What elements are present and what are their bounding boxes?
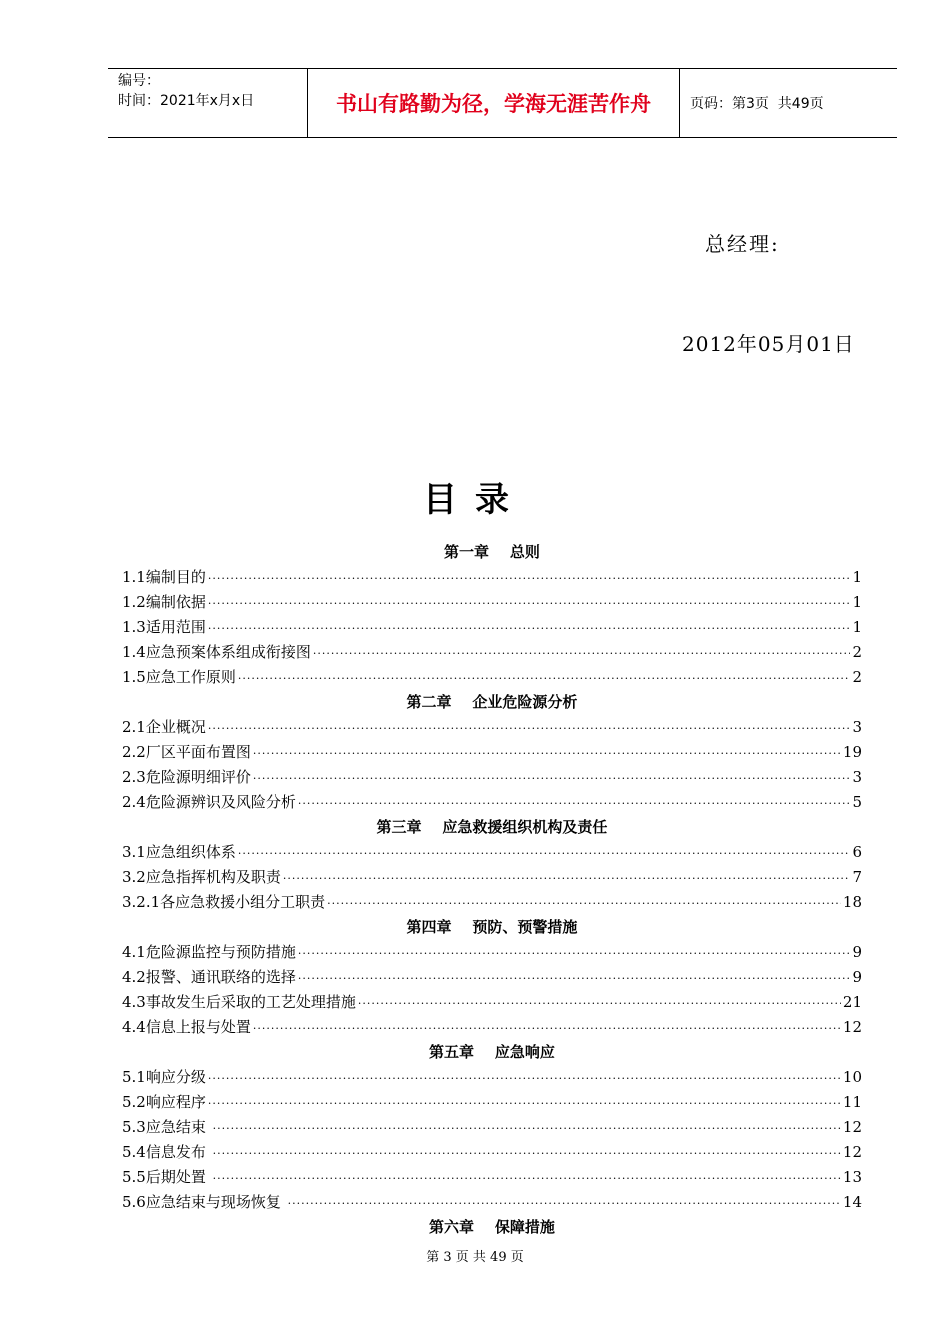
toc-entry[interactable] [122, 840, 862, 865]
toc-dot-leader [283, 866, 850, 891]
toc-dot-leader [253, 741, 841, 766]
chapter-title: 第四章 预防、预警措施 [406, 918, 578, 936]
toc-entry[interactable] [122, 1165, 862, 1190]
toc-entry[interactable] [122, 1115, 862, 1140]
toc-dot-leader [213, 1116, 841, 1141]
toc-entry-label: 1.3适用范围 [122, 618, 206, 636]
toc-entry-label: 5.6应急结束与现场恢复 [122, 1193, 286, 1211]
toc-entry-label: 1.2编制依据 [122, 593, 206, 611]
toc-entry-label: 4.2报警、通讯联络的选择 [122, 968, 296, 986]
toc-entry[interactable] [122, 640, 862, 665]
toc-entry-label: 4.4信息上报与处置 [122, 1018, 251, 1036]
chapter-title: 第一章 总则 [444, 543, 540, 561]
toc-dot-leader [213, 1166, 841, 1191]
toc-dot-leader [327, 891, 841, 916]
toc-entry[interactable] [122, 865, 862, 890]
toc-dot-leader [238, 666, 850, 691]
toc-entry-label: 1.1编制目的 [122, 568, 206, 586]
toc-entry-page-number: 3 [852, 718, 862, 736]
header-meta [108, 69, 308, 137]
toc-entry[interactable] [122, 715, 862, 740]
toc-entry-page-number: 14 [842, 1193, 862, 1211]
toc-dot-leader [313, 641, 850, 666]
toc-entry[interactable] [122, 740, 862, 765]
page-header [108, 68, 897, 138]
toc-entry-label: 1.4应急预案体系组成衔接图 [122, 643, 311, 661]
toc-dot-leader [253, 766, 850, 791]
toc-entry-page-number: 7 [852, 868, 862, 886]
toc-dot-leader [213, 1141, 841, 1166]
toc-entry-page-number: 11 [842, 1093, 862, 1111]
toc-dot-leader [298, 966, 850, 991]
toc-chapter-heading [122, 815, 862, 840]
toc-entry-page-number: 3 [852, 768, 862, 786]
toc-dot-leader [208, 1091, 841, 1116]
chapter-title: 第二章 企业危险源分析 [406, 693, 578, 711]
toc-entry-label: 3.2.1各应急救援小组分工职责 [122, 893, 326, 911]
toc-entry-page-number: 1 [852, 593, 862, 611]
toc-entry-page-number: 18 [842, 893, 862, 911]
toc-entry-label: 2.4危险源辨识及风险分析 [122, 793, 296, 811]
toc-entry[interactable] [122, 590, 862, 615]
toc-entry-label: 3.1应急组织体系 [122, 843, 236, 861]
page-footer [0, 1246, 950, 1265]
toc-entry-page-number: 2 [852, 643, 862, 661]
toc-dot-leader [253, 1016, 841, 1041]
toc-entry-page-number: 5 [852, 793, 862, 811]
toc-entry[interactable] [122, 565, 862, 590]
toc-entry-page-number: 9 [852, 943, 862, 961]
serial-label: 编号： [118, 73, 160, 89]
toc-entry-label: 5.5后期处置 [122, 1168, 211, 1186]
signature-date: 2012年05月01日 [682, 332, 855, 356]
toc-entry-page-number: 1 [852, 618, 862, 636]
toc-entry-label: 4.3事故发生后采取的工艺处理措施 [122, 993, 356, 1011]
footer-page-number: 第 3 页 共 49 页 [426, 1250, 524, 1265]
toc-dot-leader [208, 1066, 841, 1091]
toc-entry-label: 1.5应急工作原则 [122, 668, 236, 686]
toc-entry[interactable] [122, 940, 862, 965]
toc-entry[interactable] [122, 1015, 862, 1040]
toc-dot-leader [238, 841, 850, 866]
chapter-title: 第五章 应急响应 [429, 1043, 555, 1061]
chapter-title: 第六章 保障措施 [429, 1218, 555, 1236]
toc-dot-leader [208, 591, 850, 616]
toc-entry[interactable] [122, 615, 862, 640]
toc-entry-page-number: 12 [842, 1018, 862, 1036]
toc-entry-page-number: 12 [842, 1118, 862, 1136]
header-motto: 书山有路勤为径，学海无涯苦作舟 [308, 69, 680, 137]
header-page-info [680, 69, 897, 137]
toc-entry[interactable] [122, 790, 862, 815]
toc-entry[interactable] [122, 1065, 862, 1090]
toc-entry-label: 5.4信息发布 [122, 1143, 211, 1161]
toc-entry-label: 5.3应急结束 [122, 1118, 211, 1136]
toc-entry-label: 5.2响应程序 [122, 1093, 206, 1111]
time-label: 时间：2021年x月x日 [118, 93, 255, 109]
toc-chapter-heading [122, 915, 862, 940]
toc-entry-page-number: 13 [842, 1168, 862, 1186]
toc-chapter-heading [122, 1040, 862, 1065]
toc-entry-page-number: 21 [842, 993, 862, 1011]
toc-entry-page-number: 12 [842, 1143, 862, 1161]
toc-entry-label: 2.2厂区平面布置图 [122, 743, 251, 761]
toc-dot-leader [208, 566, 850, 591]
toc-entry[interactable] [122, 1190, 862, 1215]
table-of-contents [122, 540, 862, 1240]
toc-entry-label: 2.3危险源明细评价 [122, 768, 251, 786]
toc-entry[interactable] [122, 965, 862, 990]
toc-dot-leader [298, 941, 850, 966]
toc-entry-label: 3.2应急指挥机构及职责 [122, 868, 281, 886]
toc-dot-leader [288, 1191, 841, 1216]
toc-entry[interactable] [122, 665, 862, 690]
toc-entry-page-number: 2 [852, 668, 862, 686]
toc-entry-page-number: 10 [842, 1068, 862, 1086]
toc-entry[interactable] [122, 765, 862, 790]
toc-entry-page-number: 9 [852, 968, 862, 986]
toc-dot-leader [208, 616, 850, 641]
page-info-text: 页码：第3页 共49页 [690, 96, 824, 112]
toc-dot-leader [358, 991, 841, 1016]
toc-entry-label: 5.1响应分级 [122, 1068, 206, 1086]
toc-entry-label: 4.1危险源监控与预防措施 [122, 943, 296, 961]
toc-dot-leader [298, 791, 850, 816]
chapter-title: 第三章 应急救援组织机构及责任 [376, 818, 608, 836]
toc-dot-leader [208, 716, 850, 741]
toc-chapter-heading [122, 540, 862, 565]
toc-entry-page-number: 1 [852, 568, 862, 586]
toc-entry[interactable] [122, 890, 862, 915]
toc-entry-page-number: 6 [852, 843, 862, 861]
toc-entry-label: 2.1企业概况 [122, 718, 206, 736]
toc-title: 目录 [423, 480, 527, 520]
toc-entry[interactable] [122, 1140, 862, 1165]
toc-entry[interactable] [122, 1090, 862, 1115]
toc-chapter-heading [122, 690, 862, 715]
toc-chapter-heading [122, 1215, 862, 1240]
manager-signature-label: 总经理: [705, 232, 780, 256]
toc-entry[interactable] [122, 990, 862, 1015]
toc-entry-page-number: 19 [842, 743, 862, 761]
